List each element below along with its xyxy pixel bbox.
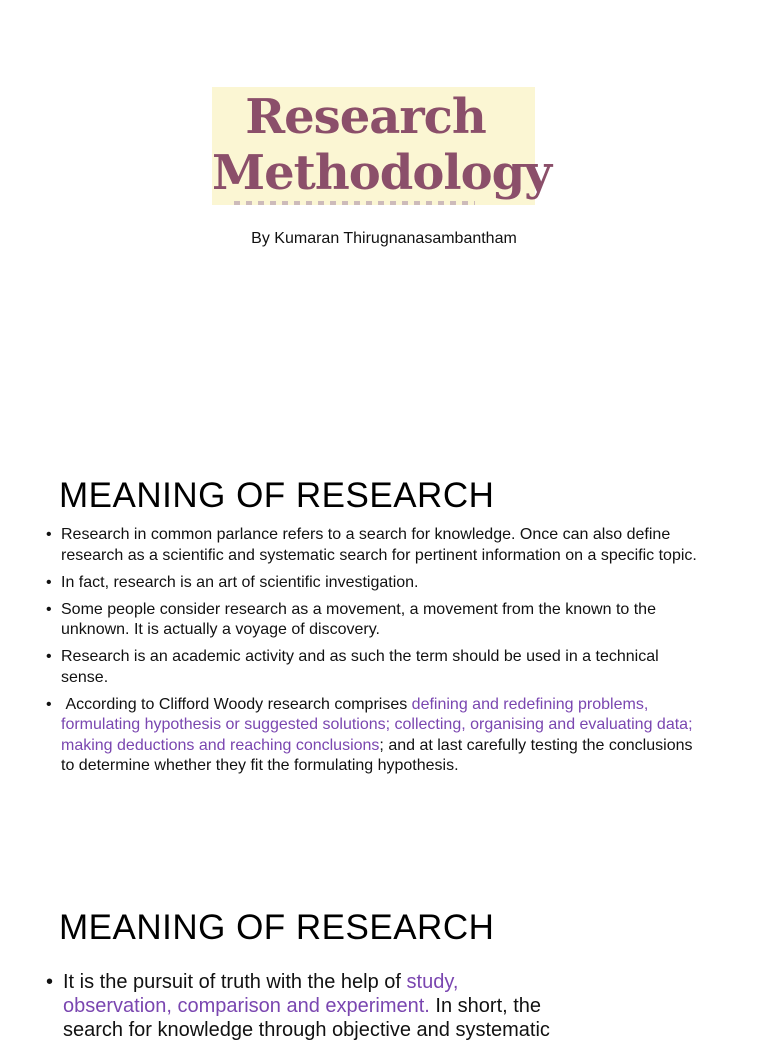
bullet-list <box>46 970 566 1049</box>
book-cover-image <box>212 87 552 205</box>
bullet-text-highlight: study, observation, comparison and experiment. <box>63 971 459 1017</box>
bullet-icon: • <box>46 695 52 713</box>
bullet-text: Some people consider research as a movement, a movement from the known to the unknown. It is actually a voyage of discovery. <box>61 600 656 638</box>
bullet-text: Research is an academic activity and as such the term should be used in a technical sense. <box>61 648 659 686</box>
author-byline: By Kumaran Thirugnanasambantham <box>251 230 517 247</box>
bullet-item <box>46 525 706 566</box>
bullet-text: Research in common parlance refers to a search for knowledge. Once can also define research as a scientific and systematic search for pertinent information on a specific topic. <box>61 526 697 564</box>
bullet-icon: • <box>46 573 52 591</box>
slide-heading: MEANING OF RESEARCH <box>59 908 495 947</box>
bullet-item <box>46 695 706 777</box>
bullet-item <box>46 647 706 688</box>
bullet-text-outro: In short, the search for knowledge through objective and systematic <box>63 995 550 1041</box>
bullet-icon: • <box>46 600 52 618</box>
title-slide <box>0 0 768 460</box>
bullet-text-outro: ; and at last carefully testing the conclusions to determine whether they fit the formulating hypothesis. <box>61 736 693 774</box>
slide-heading: MEANING OF RESEARCH <box>59 476 495 515</box>
bullet-text-intro: According to Clifford Woody research comprises <box>61 695 412 713</box>
bullet-icon: • <box>46 526 52 543</box>
meaning-slide-2 <box>0 880 768 1041</box>
bullet-item <box>46 970 566 1042</box>
bullet-item <box>46 573 706 594</box>
bullet-list <box>46 525 706 783</box>
bullet-icon: • <box>46 648 52 665</box>
bullet-text-highlight: defining and redefining problems, formulating hypothesis or suggested solutions; collecting, organising and evaluating data; making deductions and reaching conclusions <box>61 695 693 754</box>
meaning-slide-1 <box>0 460 768 880</box>
cover-title-line-1: Research <box>245 89 486 145</box>
bullet-text: In fact, research is an art of scientific investigation. <box>61 573 419 591</box>
cover-title-line-2: Methodology <box>212 145 552 201</box>
bullet-icon: • <box>46 971 54 993</box>
bullet-item <box>46 600 706 641</box>
cover-cropped-text-decoration <box>234 201 475 205</box>
bullet-text-intro: It is the pursuit of truth with the help of <box>63 971 407 993</box>
